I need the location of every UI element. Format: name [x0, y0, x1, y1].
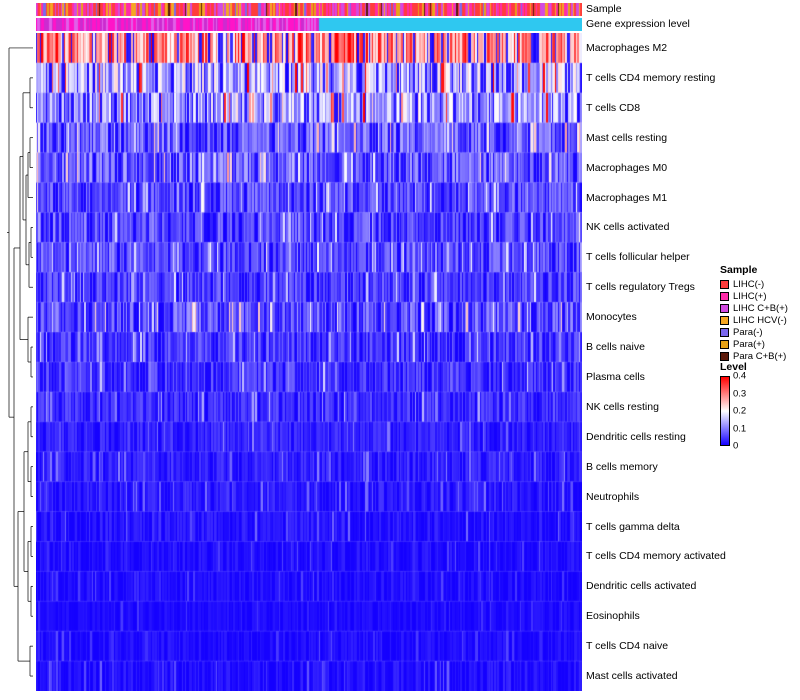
row-label: T cells CD4 memory activated	[586, 550, 726, 563]
level-legend-title: Level	[720, 361, 747, 373]
row-label: Macrophages M0	[586, 161, 668, 174]
sample-legend	[720, 265, 798, 363]
row-label: Plasma cells	[586, 370, 645, 383]
level-legend	[720, 361, 798, 452]
row-label: Eosinophils	[586, 610, 640, 623]
level-tick-label: 0.4	[733, 370, 747, 382]
sample-legend-swatch	[720, 292, 729, 301]
sample-legend-swatch	[720, 316, 729, 325]
level-tick-label: 0.1	[733, 423, 747, 434]
sample-legend-swatch	[720, 340, 729, 349]
row-label: T cells CD4 memory resting	[586, 71, 716, 84]
level-tick-label: 0.2	[733, 405, 747, 417]
sample-legend-label: LIHC HCV(-)	[733, 314, 787, 326]
sample-legend-title: Sample	[720, 264, 758, 276]
heatmap-canvas	[36, 33, 582, 691]
row-label: Neutrophils	[586, 490, 640, 503]
sample-legend-swatch	[720, 328, 729, 337]
sample-legend-label: Para(+)	[733, 338, 765, 350]
gene-expression-annotation-canvas	[36, 18, 582, 31]
sample-legend-label: LIHC(-)	[733, 278, 765, 290]
sample-legend-item	[720, 327, 798, 338]
sample-annotation-label: Sample	[586, 3, 622, 15]
sample-legend-label: LIHC(+)	[733, 290, 767, 302]
sample-legend-item	[720, 315, 798, 326]
row-label: T cells CD8	[586, 101, 641, 114]
row-label: B cells naive	[586, 341, 645, 354]
sample-legend-item	[720, 291, 798, 302]
row-label: Dendritic cells activated	[586, 580, 697, 593]
level-colorbar	[720, 376, 730, 446]
sample-legend-item	[720, 279, 798, 290]
row-label: Dendritic cells resting	[586, 430, 686, 443]
gene-expression-annotation-label: Gene expression level	[586, 18, 690, 30]
gene-expression-annotation-track	[36, 18, 582, 31]
row-label: Monocytes	[586, 311, 637, 324]
sample-legend-item	[720, 339, 798, 350]
row-label: T cells regulatory Tregs	[586, 281, 695, 294]
row-label: NK cells resting	[586, 400, 659, 413]
heatmap-body	[36, 33, 582, 691]
row-label: Macrophages M1	[586, 191, 668, 204]
level-tick-label: 0	[733, 440, 739, 452]
row-label: NK cells activated	[586, 221, 670, 234]
sample-legend-items	[720, 279, 798, 362]
sample-legend-item	[720, 303, 798, 314]
sample-legend-swatch	[720, 280, 729, 289]
row-label: T cells follicular helper	[586, 251, 690, 264]
sample-legend-swatch	[720, 304, 729, 313]
row-label: B cells memory	[586, 460, 658, 473]
sample-annotation-canvas	[36, 3, 582, 16]
row-label: Mast cells resting	[586, 131, 668, 144]
sample-legend-label: LIHC C+B(+)	[733, 302, 788, 314]
level-colorbar-wrap	[720, 370, 790, 452]
row-label: Mast cells activated	[586, 670, 678, 683]
row-label: T cells gamma delta	[586, 520, 680, 533]
level-tick-label: 0.3	[733, 388, 747, 399]
row-label: T cells CD4 naive	[586, 640, 669, 653]
sample-legend-label: Para C+B(+)	[733, 350, 787, 362]
sample-legend-label: Para(-)	[733, 326, 763, 338]
sample-annotation-track	[36, 3, 582, 16]
row-dendrogram	[6, 33, 34, 691]
row-label: Macrophages M2	[586, 41, 668, 54]
sample-legend-swatch	[720, 352, 729, 361]
